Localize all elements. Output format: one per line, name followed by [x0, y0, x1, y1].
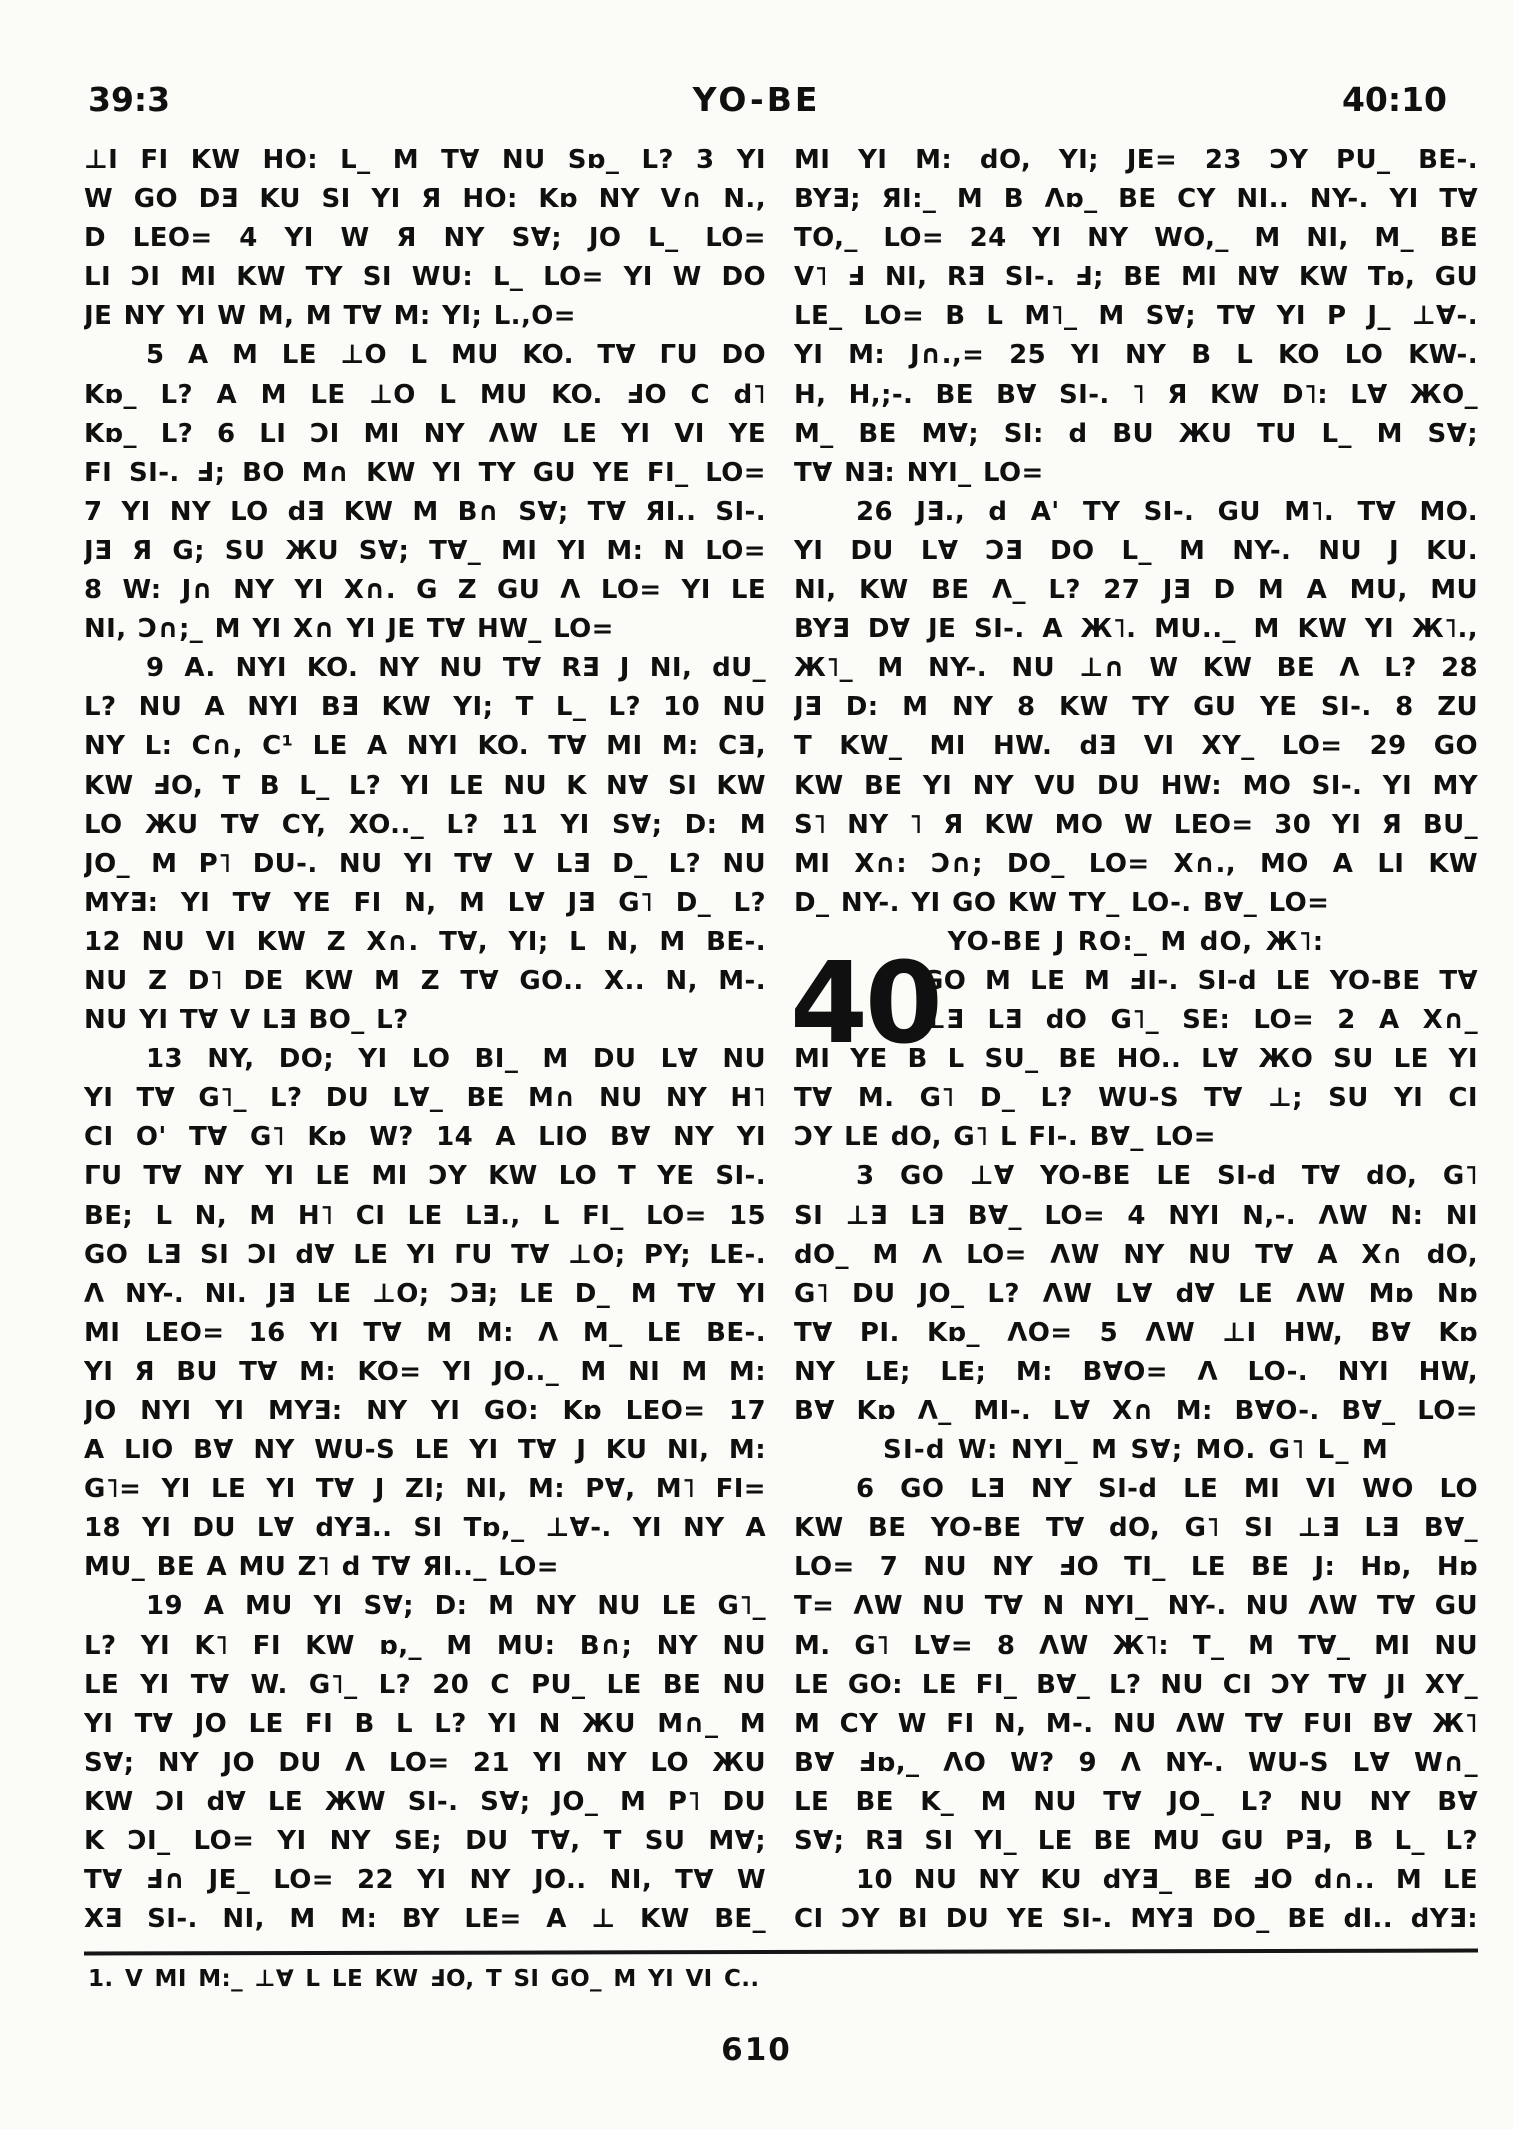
text-line: L? NU A NYI BƎ KW YI; T L_ L? 10 NU: [84, 692, 766, 723]
text-line: 8 W: J∩ NY YI X∩. G Z GU Λ LO= YI LE: [84, 575, 766, 606]
text-line: NI, Ɔ∩;_ M YI X∩ YI JE T∀ HW_ LO=: [84, 614, 614, 645]
text-line: BYƎ; ЯI:_ M B Λɒ_ BE CY NI.. NY-. YI T∀: [794, 184, 1478, 215]
text-line: SI-d W: NYI_ M S∀; MO. G˥ L_ M: [883, 1435, 1389, 1466]
footnote-text: 1. V MI M:_ ⊥∀ L LE KW ℲO, T SI GO_ M YI VI C..: [88, 1966, 760, 1992]
text-line: 12 NU VI KW Z X∩. T∀, YI; L N, M BE-.: [84, 926, 766, 957]
text-line: T∀ NƎ: NYI_ LO=: [794, 457, 1044, 488]
text-line: YI Я BU T∀ M: KO= YI JO.._ M NI M M:: [84, 1356, 766, 1387]
text-line: YI DU L∀ ƆƎ DO L_ M NY-. NU J KU.: [794, 535, 1478, 566]
text-line: L? YI K˥ FI KW ɒ,_ M MU: B∩; NY NU: [84, 1630, 766, 1661]
text-line: Ж˥_ M NY-. NU ⊥∩ W KW BE Λ L? 28: [794, 653, 1478, 684]
text-line: 7 YI NY LO dƎ KW M B∩ S∀; T∀ ЯI.. SI-.: [84, 496, 766, 527]
text-line: FI SI-. Ⅎ; BO M∩ KW YI TY GU YE FI_ LO=: [84, 457, 766, 488]
text-line: Λ NY-. NI. JƎ LE ⊥O; ƆƎ; LE D_ M T∀ YI: [84, 1278, 766, 1309]
text-line: T∀ Ⅎ∩ JE_ LO= 22 YI NY JO.. NI, T∀ W: [84, 1865, 766, 1896]
text-line: B∀ Kɒ Λ_ MI-. L∀ X∩ M: B∀O-. B∀_ LO=: [794, 1396, 1478, 1426]
text-line: LE YI T∀ W. G˥_ L? 20 C PU_ LE BE NU: [84, 1669, 766, 1700]
text-line: YI T∀ JO LE FI B L L? YI N ЖU M∩_ M: [84, 1708, 766, 1739]
text-line: ΓU T∀ NY YI LE MI ƆY KW LO T YE SI-.: [84, 1161, 766, 1192]
text-line: XƎ SI-. NI, M M: BY LE= A ⊥ KW BE_: [84, 1904, 766, 1935]
text-line: D_ NY-. YI GO KW TY_ LO-. B∀_ LO=: [794, 887, 1330, 918]
text-line: 3 GO ⊥∀ YO-BE LE SI-d T∀ dO, G˥: [856, 1161, 1478, 1192]
text-line: ⊥I FI KW HO: L_ M T∀ NU Sɒ_ L? 3 YI: [84, 145, 766, 175]
text-line: MI X∩: Ɔ∩; DO_ LO= X∩., MO A LI KW: [794, 848, 1478, 879]
text-line: LE_ LO= B L M˥_ M S∀; T∀ YI P J_ ⊥∀-.: [794, 301, 1478, 332]
text-line: A LIO B∀ NY WU-S LE YI T∀ J KU NI, M:: [84, 1435, 766, 1466]
left-text-column: [84, 141, 766, 1939]
text-line: M CY W FI N, M-. NU ΛW T∀ FUI B∀ Ж˥: [794, 1708, 1478, 1739]
text-line: 6 GO LƎ NY SI-d LE MI VI WO LO: [856, 1474, 1478, 1505]
text-line: MI LEO= 16 YI T∀ M M: Λ M_ LE BE-.: [84, 1317, 766, 1348]
text-line: M_ BE M∀; SI: d BU ЖU TU L_ M S∀;: [794, 418, 1478, 449]
text-line: 9 A. NYI KO. NY NU T∀ RƎ J NI, dU_: [146, 653, 766, 684]
text-line: M. G˥ L∀= 8 ΛW Ж˥: T_ M T∀_ MI NU: [794, 1630, 1478, 1661]
text-line: KW ƆI d∀ LE ЖW SI-. S∀; JO_ M P˥ DU: [84, 1786, 766, 1817]
text-line: YO-BE J RO:_ M dO, Ж˥:: [947, 926, 1325, 957]
text-line: NY LE; LE; M: B∀O= Λ LO-. NYI HW,: [794, 1356, 1478, 1387]
text-line: NU YI T∀ V LƎ BO_ L?: [84, 1005, 409, 1036]
text-line: T∀ PI. Kɒ_ ΛO= 5 ΛW ⊥I HW, B∀ Kɒ: [794, 1317, 1478, 1348]
footnote-divider-rule: [84, 1949, 1478, 1956]
book-title: YO-BE: [692, 80, 821, 119]
text-line: T∀ M. G˥ D_ L? WU-S T∀ ⊥; SU YI CI: [794, 1083, 1478, 1114]
text-line: G˥= YI LE YI T∀ J ZI; NI, M: P∀, M˥ FI=: [84, 1474, 766, 1505]
text-line: H, H,;-. BE B∀ SI-. ˥ Я KW D˥: L∀ ЖO_: [794, 379, 1478, 410]
text-line: MU_ BE A MU Z˥ d T∀ ЯI.._ LO=: [84, 1552, 559, 1583]
text-line: 10 NU NY KU dYƎ_ BE ℲO d∩.. M LE: [856, 1865, 1478, 1896]
text-line: BYƎ D∀ JE SI-. A Ж˥. MU.._ M KW YI Ж˥.,: [794, 614, 1478, 645]
text-line: D LEO= 4 YI W Я NY S∀; JO L_ LO=: [84, 223, 766, 254]
text-line: LE BE K_ M NU T∀ JO_ L? NU NY B∀: [794, 1786, 1478, 1817]
text-line: 13 NY, DO; YI LO BI_ M DU L∀ NU: [146, 1044, 766, 1075]
text-line: G˥ DU JO_ L? ΛW L∀ d∀ LE ΛW Mɒ Nɒ: [794, 1278, 1478, 1309]
text-line: MI YI M: dO, YI; JE= 23 ƆY PU_ BE-.: [794, 145, 1478, 175]
text-line: YI T∀ G˥_ L? DU L∀_ BE M∩ NU NY H˥: [84, 1083, 766, 1114]
text-line: KW ℲO, T B L_ L? YI LE NU K N∀ SI KW: [84, 770, 766, 801]
text-line: CI ƆY BI DU YE SI-. MYƎ DO_ BE dI.. dYƎ:: [794, 1904, 1478, 1935]
text-line: NY L: C∩, C¹ LE A NYI KO. T∀ MI M: CƎ,: [84, 731, 766, 762]
text-line: BE; L N, M H˥ CI LE LƎ., L FI_ LO= 15: [84, 1200, 766, 1231]
text-line: 19 A MU YI S∀; D: M NY NU LE G˥_: [146, 1591, 766, 1622]
text-line: JE NY YI W M, M T∀ M: YI; L.,O=: [84, 301, 576, 332]
text-line: 18 YI DU L∀ dYƎ.. SI Tɒ,_ ⊥∀-. YI NY A: [84, 1513, 766, 1544]
text-line: K ƆI_ LO= YI NY SE; DU T∀, T SU M∀;: [84, 1826, 766, 1857]
text-line: LO= 7 NU NY ℲO TI_ LE BE J: Hɒ, Hɒ: [794, 1552, 1478, 1583]
text-line: 26 JƎ., d A' TY SI-. GU M˥. T∀ MO.: [856, 496, 1478, 527]
text-line: S∀; RƎ SI YI_ LE BE MU GU PƎ, B L_ L?: [794, 1826, 1478, 1857]
text-line: ⊥Ǝ LƎ dO G˥_ SE: LO= 2 A X∩_: [922, 1005, 1478, 1036]
text-line: KW BE YO-BE T∀ dO, G˥ SI ⊥Ǝ LƎ B∀_: [794, 1513, 1478, 1544]
text-line: CI O' T∀ G˥ Kɒ W? 14 A LIO B∀ NY YI: [84, 1122, 766, 1153]
text-line: S˥ NY ˥ Я KW MO W LEO= 30 YI Я BU_: [794, 809, 1478, 840]
text-line: YI M: J∩.,= 25 YI NY B L KO LO KW-.: [794, 340, 1478, 371]
text-line: Kɒ_ L? A M LE ⊥O L MU KO. ℲO C d˥: [84, 379, 766, 410]
text-line: LI ƆI MI KW TY SI WU: L_ LO= YI W DO: [84, 262, 766, 293]
text-line: MI YE B L SU_ BE HO.. L∀ ЖO SU LE YI: [794, 1044, 1478, 1075]
text-line: MYƎ: YI T∀ YE FI N, M L∀ JƎ G˥ D_ L?: [84, 887, 766, 918]
text-line: NU Z D˥ DE KW M Z T∀ GO.. X.. N, M-.: [84, 965, 766, 996]
text-line: GO M LE M ℲI-. SI-d LE YO-BE T∀: [922, 965, 1478, 996]
text-line: SI ⊥Ǝ LƎ B∀_ LO= 4 NYI N,-. ΛW N: NI: [794, 1200, 1478, 1231]
text-line: T= ΛW NU T∀ N NYI_ NY-. NU ΛW T∀ GU: [794, 1591, 1478, 1622]
text-line: T KW_ MI HW. dƎ VI XY_ LO= 29 GO: [794, 731, 1478, 762]
text-line: NI, KW BE Λ_ L? 27 JƎ D M A MU, MU: [794, 575, 1478, 606]
text-line: 5 A M LE ⊥O L MU KO. T∀ ΓU DO: [146, 340, 766, 371]
text-line: V˥ Ⅎ NI, RƎ SI-. Ⅎ; BE MI N∀ KW Tɒ, GU: [794, 262, 1478, 293]
page-number: 610: [721, 2032, 792, 2068]
chapter-number: 40: [790, 939, 940, 1069]
text-line: S∀; NY JO DU Λ LO= 21 YI NY LO ЖU: [84, 1747, 766, 1778]
chapter-verse-ref-right: 40:10: [1341, 80, 1447, 119]
page-header: [0, 80, 1513, 126]
text-line: dO_ M Λ LO= ΛW NY NU T∀ A X∩ dO,: [794, 1239, 1478, 1270]
text-line: W GO DƎ KU SI YI Я HO: Kɒ NY V∩ N.,: [84, 184, 766, 215]
text-line: LO ЖU T∀ CY, XO.._ L? 11 YI S∀; D: M: [84, 809, 766, 840]
text-line: JƎ D: M NY 8 KW TY GU YE SI-. 8 ZU: [794, 692, 1478, 723]
text-line: LE GO: LE FI_ B∀_ L? NU CI ƆY T∀ JI XY_: [794, 1669, 1478, 1700]
chapter-verse-ref-left: 39:3: [88, 80, 171, 119]
text-line: B∀ Ⅎɒ,_ ΛO W? 9 Λ NY-. WU-S L∀ W∩_: [794, 1747, 1478, 1778]
text-line: ƆY LE dO, G˥ L FI-. B∀_ LO=: [794, 1122, 1216, 1153]
text-line: KW BE YI NY VU DU HW: MO SI-. YI MY: [794, 770, 1478, 801]
text-line: TO,_ LO= 24 YI NY WO,_ M NI, M_ BE: [794, 223, 1478, 254]
text-line: JO_ M P˥ DU-. NU YI T∀ V LƎ D_ L? NU: [84, 848, 766, 879]
text-line: GO LƎ SI ƆI d∀ LE YI ΓU T∀ ⊥O; PY; LE-.: [84, 1239, 766, 1270]
text-line: Kɒ_ L? 6 LI ƆI MI NY ΛW LE YI VI YE: [84, 418, 766, 449]
text-line: JO NYI YI MYƎ: NY YI GO: Kɒ LEO= 17: [84, 1396, 766, 1426]
text-line: JƎ Я G; SU ЖU S∀; T∀_ MI YI M: N LO=: [84, 535, 766, 566]
